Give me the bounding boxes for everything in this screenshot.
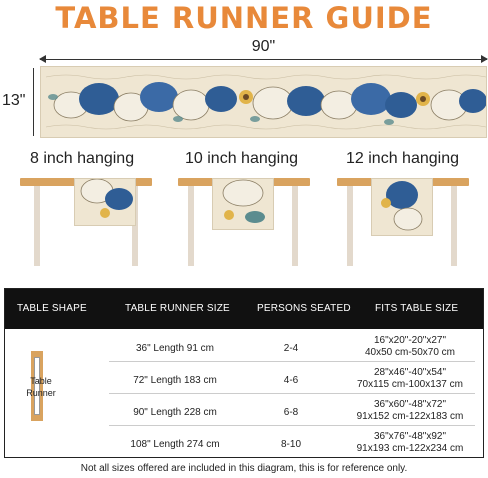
runner-image [40, 66, 487, 138]
fits-cm: 91x193 cm-122x234 cm [356, 443, 464, 454]
fits-inches: 36"x60"-48"x72" [373, 399, 447, 410]
table-leg [451, 186, 457, 266]
persons-seated: 8-10 [280, 439, 301, 450]
fits-cm: 40x50 cm-50x70 cm [364, 347, 456, 358]
runner-drape [371, 178, 433, 236]
width-dimension [2, 66, 38, 138]
length-line [40, 59, 487, 60]
persons-seated: 2-4 [283, 343, 299, 354]
table-shape-label: Table Runner [26, 376, 56, 398]
header-table-shape: TABLE SHAPE [17, 303, 87, 314]
table-illustration-8 [20, 178, 152, 268]
table-illustration-10 [178, 178, 310, 268]
row-divider [109, 393, 475, 394]
length-label: 90" [251, 38, 276, 55]
pumpkin-icon [75, 179, 136, 226]
size-table [4, 288, 484, 458]
pumpkin-icon [372, 179, 433, 236]
fits-inches: 28"x46"-40"x54" [373, 367, 447, 378]
table-leg [292, 186, 298, 266]
pumpkin-pattern-icon [41, 67, 487, 138]
fits-cm: 91x152 cm-122x183 cm [356, 411, 464, 422]
row-divider [109, 425, 475, 426]
runner-drape [74, 178, 136, 226]
header-runner-size: TABLE RUNNER SIZE [125, 303, 230, 314]
hanging-label-8: 8 inch hanging [30, 150, 135, 167]
runner-size: 90" Length 228 cm [133, 407, 217, 418]
arrow-right-icon [481, 55, 488, 63]
footnote: Not all sizes offered are included in this diagram, this is for reference only. [80, 463, 408, 474]
persons-seated: 4-6 [283, 375, 299, 386]
hanging-label-10: 10 inch hanging [185, 150, 298, 167]
row-divider [109, 361, 475, 362]
page-title: TABLE RUNNER GUIDE [55, 1, 433, 35]
arrow-left-icon [39, 55, 46, 63]
pumpkin-icon [213, 179, 274, 230]
table-leg [34, 186, 40, 266]
width-label: 13" [2, 92, 26, 109]
width-line [33, 68, 34, 136]
runner-size: 108" Length 274 cm [130, 439, 220, 450]
table-illustration-12 [337, 178, 469, 268]
fits-inches: 16"x20"-20"x27" [373, 335, 447, 346]
hanging-labels [0, 150, 488, 172]
table-header [5, 289, 483, 329]
persons-seated: 6-8 [283, 407, 299, 418]
header-persons-seated: PERSONS SEATED [257, 303, 351, 314]
fits-inches: 36"x76"-48"x92" [373, 431, 447, 442]
table-leg [188, 186, 194, 266]
runner-size: 72" Length 183 cm [133, 375, 217, 386]
header-fits-table-size: FITS TABLE SIZE [375, 303, 459, 314]
runner-size: 36" Length 91 cm [135, 343, 215, 354]
fits-cm: 70x115 cm-100x137 cm [357, 379, 463, 390]
runner-drape [212, 178, 274, 230]
hanging-label-12: 12 inch hanging [346, 150, 459, 167]
table-leg [347, 186, 353, 266]
length-dimension [40, 38, 487, 64]
